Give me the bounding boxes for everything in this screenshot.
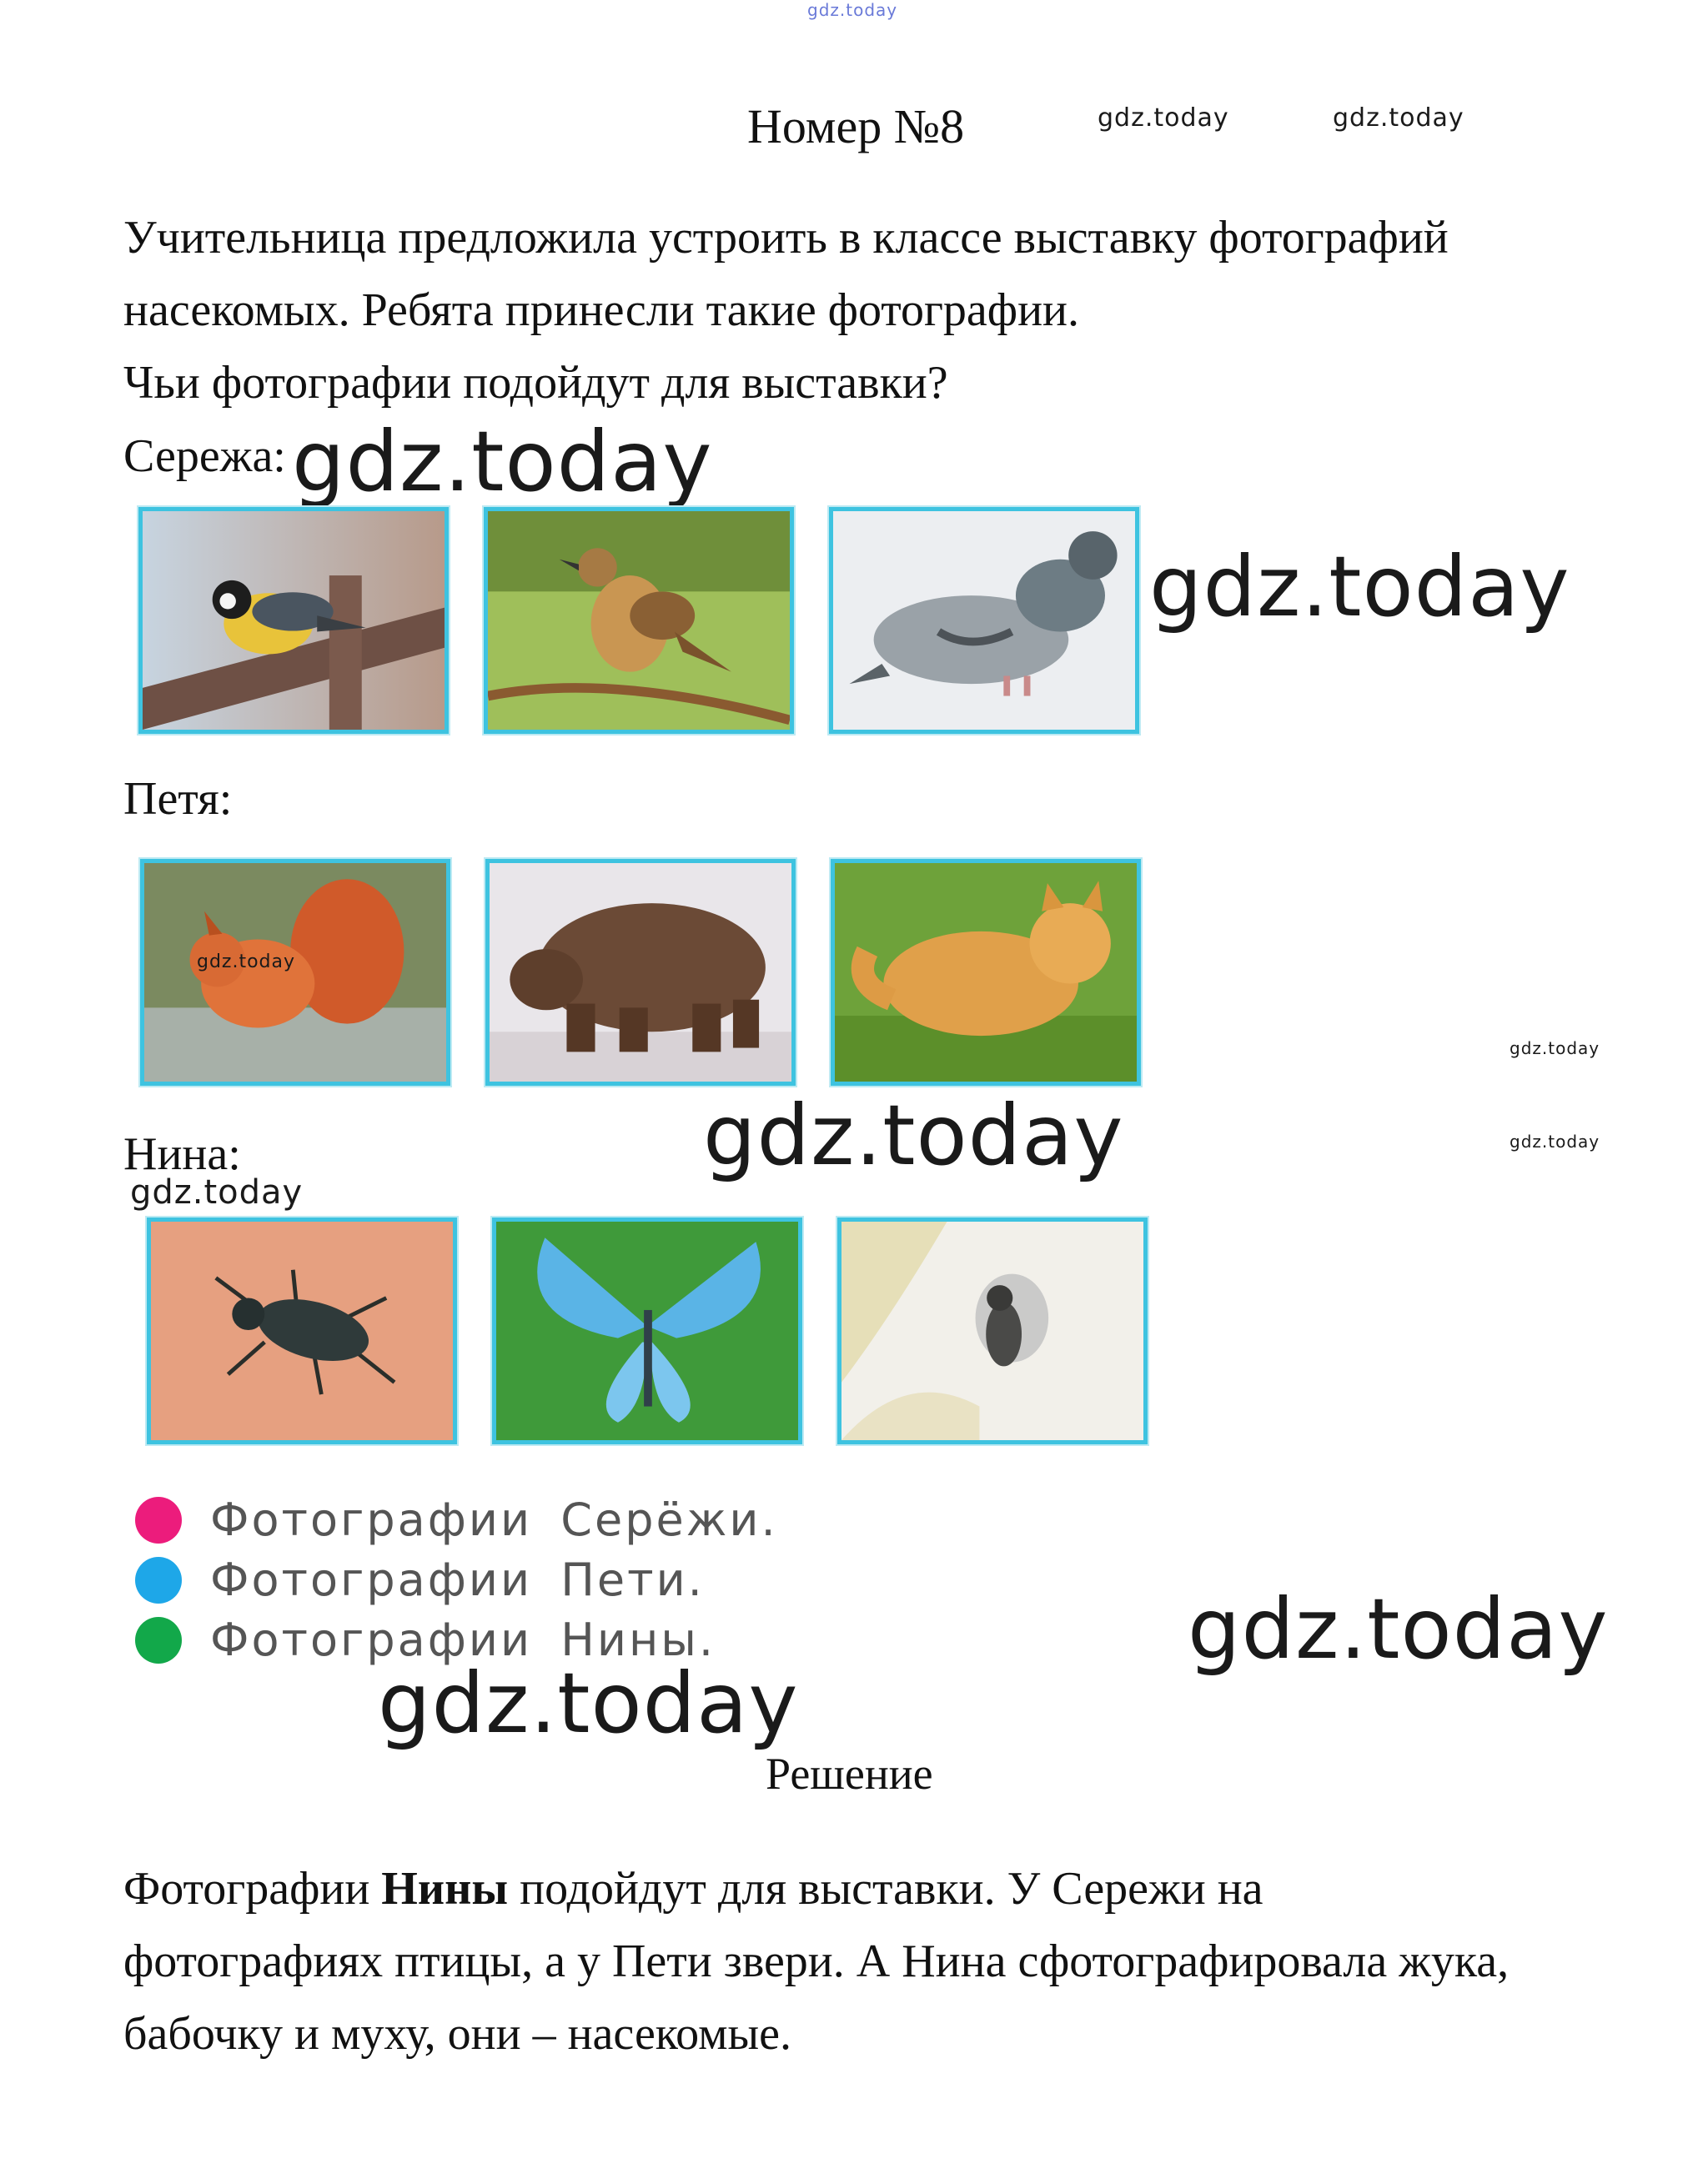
option-bullet-icon <box>135 1617 182 1664</box>
task-line-2: насекомых. Ребята принесли такие фотографии. <box>123 284 1080 336</box>
watermark-large-5: gdz.today <box>378 1654 799 1752</box>
solution-prefix: Фотографии <box>123 1863 382 1915</box>
pigeon-icon <box>833 511 1135 730</box>
cat-icon <box>835 863 1137 1082</box>
option-label: Фотографии Нины. <box>210 1614 716 1666</box>
watermark-large-4: gdz.today <box>1188 1580 1609 1678</box>
task-line-1: Учительница предложила устроить в классе выставку фотографий <box>123 212 1449 264</box>
titmouse-photo <box>138 507 449 734</box>
group-label-nina: Нина: <box>123 1128 241 1180</box>
watermark-header-1: gdz.today <box>1098 103 1229 133</box>
fly-icon <box>841 1222 1143 1440</box>
bear-photo <box>485 859 796 1086</box>
watermark-large-3: gdz.today <box>703 1087 1124 1184</box>
solution-rest: подойдут для выставки. У Сережи на <box>508 1863 1263 1915</box>
option-bullet-icon <box>135 1497 182 1544</box>
solution-line-1 <box>123 1853 1263 1925</box>
titmouse-icon <box>143 511 445 730</box>
fly-photo <box>837 1218 1148 1444</box>
watermark-squirrel: gdz.today <box>197 951 296 972</box>
page-title: Номер №8 <box>747 99 965 153</box>
watermark-medium: gdz.today <box>130 1173 304 1212</box>
watermark-header-2: gdz.today <box>1333 103 1464 133</box>
group-label-petya: Петя: <box>123 773 233 825</box>
solution-heading: Решение <box>766 1749 933 1799</box>
task-question: Чьи фотографии подойдут для выставки? <box>123 357 948 409</box>
watermark-top: gdz.today <box>807 0 898 20</box>
watermark-large-2: gdz.today <box>1149 538 1570 635</box>
butterfly-photo <box>492 1218 802 1444</box>
option-petya[interactable] <box>135 1554 705 1606</box>
watermark-small-1: gdz.today <box>1510 1038 1600 1058</box>
option-label: Фотографии Пети. <box>210 1554 705 1606</box>
beetle-photo <box>147 1218 457 1444</box>
thrush-photo <box>484 507 794 734</box>
option-bullet-icon <box>135 1557 182 1604</box>
squirrel-icon <box>144 863 446 1082</box>
pigeon-photo <box>829 507 1139 734</box>
solution-line-2: фотографиях птицы, а у Пети звери. А Нина сфотографировала жука, <box>123 1935 1510 1987</box>
option-label: Фотографии Серёжи. <box>210 1494 778 1546</box>
solution-line-3: бабочку и муху, они – насекомые. <box>123 2008 792 2060</box>
group-label-seryozha: Сережа: <box>123 430 286 482</box>
watermark-large-1: gdz.today <box>292 413 713 510</box>
butterfly-icon <box>496 1222 798 1440</box>
watermark-small-2: gdz.today <box>1510 1132 1600 1152</box>
option-nina[interactable] <box>135 1614 716 1666</box>
solution-bold-name: Нины <box>381 1863 509 1915</box>
option-seryozha[interactable] <box>135 1494 778 1546</box>
squirrel-photo <box>140 859 450 1086</box>
bear-icon <box>490 863 791 1082</box>
cat-photo <box>831 859 1141 1086</box>
beetle-icon <box>151 1222 453 1440</box>
thrush-icon <box>488 511 790 730</box>
